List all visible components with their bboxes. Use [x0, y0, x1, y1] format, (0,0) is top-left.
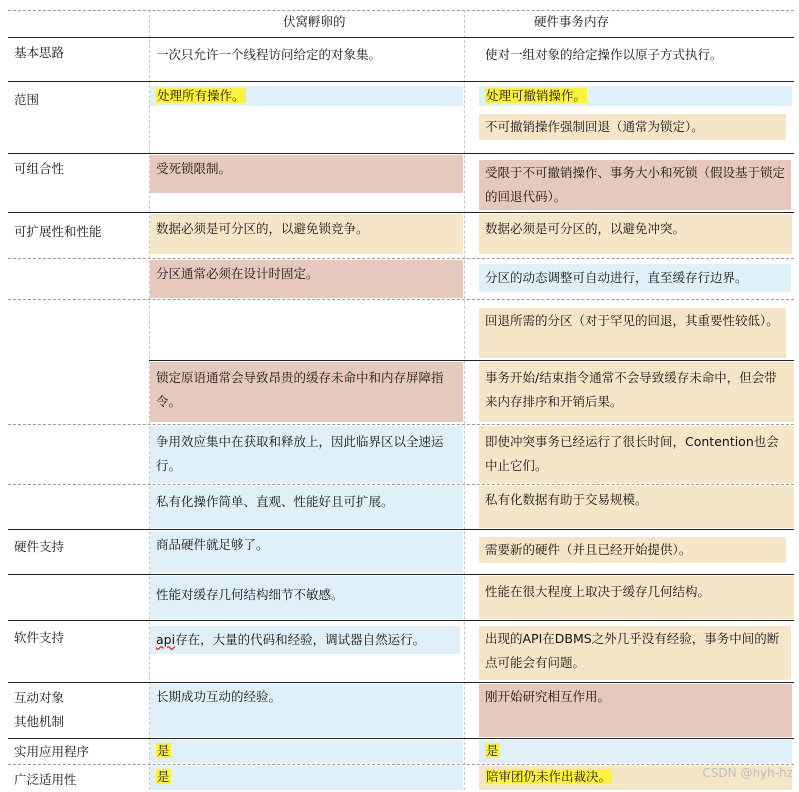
row-divider: [8, 81, 794, 82]
row-divider: [8, 620, 794, 621]
cell-lock-practical: 是: [150, 740, 463, 763]
cell-htm-scope-fallback: 不可撤销操作强制回退（通常为锁定）。: [479, 114, 786, 140]
watermark: CSDN @hyh-hz: [702, 766, 793, 780]
row-divider: [149, 360, 794, 361]
cell-htm-software: 出现的API在DBMS之外几乎没有经验，事务中间的断点可能会有问题。: [479, 626, 791, 680]
row-label-practical-apps: 实用应用程序: [14, 744, 90, 759]
row-divider: [8, 574, 794, 575]
cell-lock-applicability: 是: [150, 766, 463, 790]
row-divider: [8, 682, 794, 683]
cell-lock-composability: 受死锁限制。: [150, 155, 463, 193]
row-label-composability: 可组合性: [14, 161, 65, 176]
row-divider: [8, 529, 794, 530]
cell-htm-basic-idea: 使对一组对象的给定操作以原子方式执行。: [485, 47, 723, 62]
column-divider: [464, 10, 465, 790]
cell-lock-basic-idea: 一次只允许一个线程访问给定的对象集。: [156, 47, 382, 62]
row-divider: [8, 258, 794, 259]
row-label-scalability: 可扩展性和性能: [14, 224, 102, 239]
cell-htm-cache-geometry: 性能在很大程度上取决于缓存几何结构。: [479, 576, 794, 619]
cell-lock-primitives: 锁定原语通常会导致昂贵的缓存未命中和内存屏障指令。: [150, 362, 463, 422]
cell-lock-partition-fixed: 分区通常必须在设计时固定。: [150, 260, 463, 298]
cell-htm-contention: 即使冲突事务已经运行了很长时间，Contention也会中止它们。: [479, 426, 794, 483]
cell-lock-privatization: 私有化操作简单、直观、性能好且可扩展。: [150, 486, 463, 528]
row-divider: [8, 738, 794, 739]
cell-lock-partition: 数据必须是可分区的，以避免锁竞争。: [150, 214, 463, 254]
cell-lock-software: api存在，大量的代码和经验，调试器自然运行。: [150, 626, 460, 654]
row-label-hardware: 硬件支持: [14, 539, 65, 554]
cell-lock-hardware: 商品硬件就足够了。: [150, 531, 463, 573]
column-header-htm: 硬件事务内存: [534, 14, 610, 29]
cell-htm-privatization: 私有化数据有助于交易规模。: [479, 486, 794, 528]
row-divider: [8, 424, 794, 425]
cell-htm-applicability: 陪审团仍未作出裁决。: [479, 766, 792, 790]
cell-lock-cache-geometry: 性能对缓存几何结构细节不敏感。: [150, 576, 463, 619]
cell-lock-scope: 处理所有操作。: [150, 86, 463, 106]
cell-htm-scope: 处理可撤销操作。: [479, 86, 792, 106]
cell-lock-contention: 争用效应集中在获取和释放上，因此临界区以全速运行。: [150, 426, 463, 483]
row-divider: [8, 764, 794, 765]
row-divider: [8, 212, 794, 213]
row-label-basic-idea: 基本思路: [14, 45, 65, 60]
row-label-interaction: 互动对象: [14, 690, 65, 705]
column-header-lock: 伏窝孵卵的: [283, 14, 346, 29]
cell-htm-partition-dynamic: 分区的动态调整可自动进行，直至缓存行边界。: [479, 264, 791, 292]
cell-htm-fallback-partition: 回退所需的分区（对于罕见的回退，其重要性较低）。: [479, 308, 786, 358]
row-label-applicability: 广泛适用性: [14, 772, 77, 787]
row-divider: [8, 484, 794, 485]
cell-htm-interaction: 刚开始研究相互作用。: [479, 684, 792, 737]
cell-htm-composability: 受限于不可撤销操作、事务大小和死锁（假设基于锁定的回退代码）。: [479, 160, 791, 210]
row-label-scope: 范围: [14, 92, 40, 107]
cell-htm-txn-instructions: 事务开始/结束指令通常不会导致缓存未命中，但会带来内存排序和开销后果。: [479, 362, 794, 422]
row-divider: [8, 10, 794, 11]
row-label-interaction-line2: 其他机制: [14, 714, 65, 729]
row-label-software: 软件支持: [14, 630, 65, 645]
row-divider: [8, 299, 794, 300]
cell-htm-partition: 数据必须是可分区的，以避免冲突。: [479, 214, 792, 254]
cell-lock-interaction: 长期成功互动的经验。: [150, 684, 463, 737]
row-divider: [8, 153, 794, 154]
cell-htm-practical: 是: [479, 740, 792, 763]
row-divider: [8, 37, 794, 38]
cell-htm-hardware: 需要新的硬件（并且已经开始提供）。: [479, 537, 786, 563]
